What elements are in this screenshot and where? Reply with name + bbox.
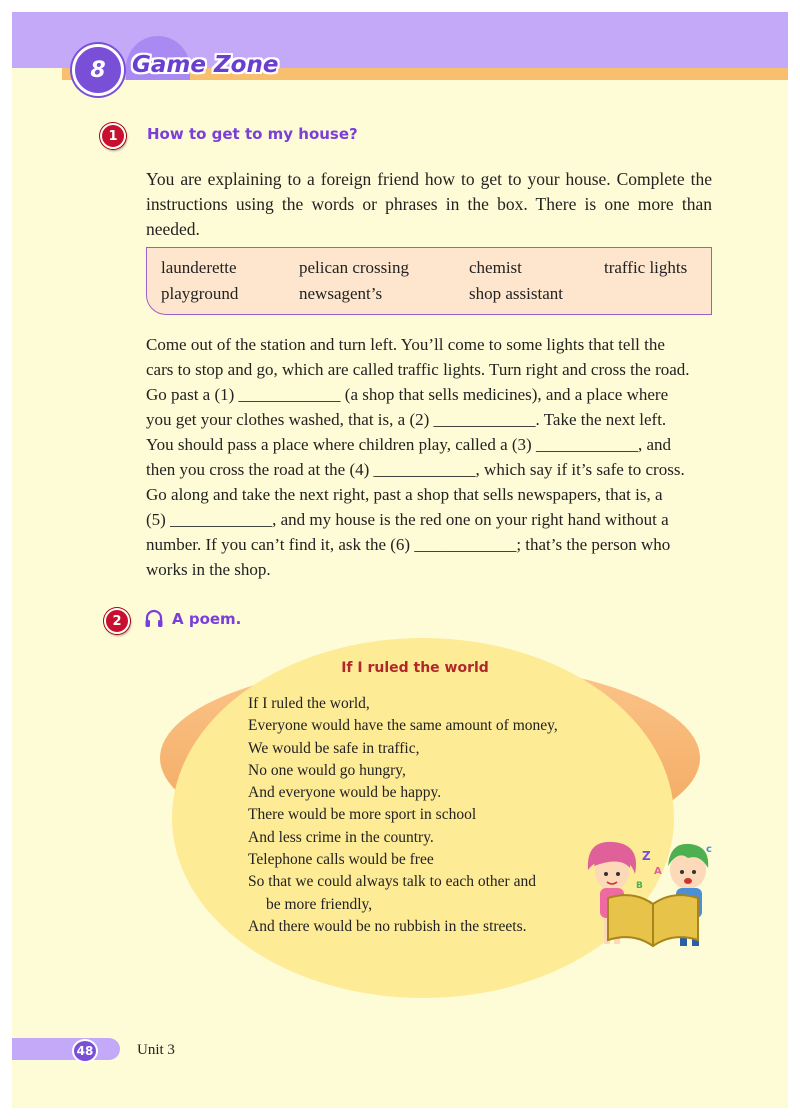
poem-line: If I ruled the world, xyxy=(248,695,370,712)
passage-line: Go past a (1) ____________ (a shop that sells medicines), and a place where xyxy=(146,385,669,404)
svg-text:Z: Z xyxy=(642,849,651,863)
passage-line: works in the shop. xyxy=(146,560,271,579)
poem-title: If I ruled the world xyxy=(341,660,489,676)
passage-line: Go along and take the next right, past a shop that sells newspapers, that is, a xyxy=(146,485,663,504)
poem-line: And there would be no rubbish in the streets. xyxy=(248,917,527,935)
page-title: Game Zone xyxy=(132,52,279,78)
page-number: 48 xyxy=(72,1039,98,1063)
exercise-2-title: A poem. xyxy=(172,610,242,628)
passage-line: You should pass a place where children play, called a (3) ____________, and xyxy=(146,435,671,454)
passage-line: Come out of the station and turn left. You’ll come to some lights that tell the xyxy=(146,335,665,354)
unit-label: Unit 3 xyxy=(137,1042,175,1058)
passage-line: cars to stop and go, which are called traffic lights. Turn right and cross the road. xyxy=(146,360,690,379)
word-box xyxy=(146,247,712,315)
poem-line: be more friendly, xyxy=(266,895,373,913)
word-box-item: launderette xyxy=(161,258,237,277)
poem-line: Telephone calls would be free xyxy=(248,851,434,869)
word-box-item: traffic lights xyxy=(604,258,688,277)
passage-line: you get your clothes washed, that is, a (2) ____________. Take the next left. xyxy=(146,410,667,429)
poem-line: So that we could always talk to each other and xyxy=(248,873,536,891)
section-number-badge: 8 xyxy=(72,44,124,96)
poem-text xyxy=(248,693,558,938)
exercise-1-badge: 1 xyxy=(100,123,126,149)
poem-line: There would be more sport in school xyxy=(248,806,477,824)
poem-line: No one would go hungry, xyxy=(248,761,406,779)
passage-line: (5) ____________, and my house is the red one on your right hand without a xyxy=(146,510,669,529)
footer-band xyxy=(12,1038,120,1060)
poem-line: And everyone would be happy. xyxy=(248,784,442,802)
word-box-item: newsagent’s xyxy=(299,284,383,303)
poem-line: We would be safe in traffic, xyxy=(248,739,420,757)
exercise-2-badge: 2 xyxy=(104,608,130,634)
headphones-icon xyxy=(144,609,164,629)
word-box-item: pelican crossing xyxy=(299,258,409,277)
textbook-page xyxy=(12,12,788,1108)
svg-text:B: B xyxy=(636,881,643,891)
word-box-item: playground xyxy=(161,284,239,303)
word-box-item: chemist xyxy=(469,258,522,277)
poem-line: And less crime in the country. xyxy=(248,828,434,846)
passage-line: number. If you can’t find it, ask the (6) ____________; that’s the person who xyxy=(146,535,671,554)
exercise-1-title: How to get to my house? xyxy=(147,125,358,143)
svg-text:c: c xyxy=(706,844,712,855)
children-reading-illustration xyxy=(578,830,728,960)
poem-line: Everyone would have the same amount of money, xyxy=(248,717,558,735)
svg-text:A: A xyxy=(654,866,662,877)
word-box-item: shop assistant xyxy=(469,284,563,303)
passage-line: then you cross the road at the (4) ____________, which say if it’s safe to cross. xyxy=(146,460,685,479)
exercise-1-passage xyxy=(146,332,712,582)
exercise-1-instructions: You are explaining to a foreign friend how to get to your house. Complete the instructions using the words or phrases in the box. There is one more than needed. xyxy=(146,169,712,239)
